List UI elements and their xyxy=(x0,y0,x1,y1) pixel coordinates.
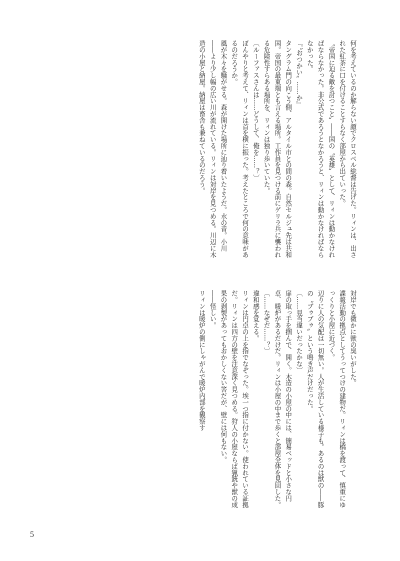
paragraph: 風が木々を騒がせる。森が開けた場所に辿り着いたようだ。水の音。小川――より少し幅の広い川が流れている。リィンは対岸を見つめる。川辺に木造の小屋と納屋。納屋は畜舎も兼ねているのだろう。 xyxy=(197,40,228,258)
lower-text-column-block xyxy=(38,290,358,510)
paragraph: リィンは円卓の上を指でなぞった。埃一つ指に付かない。使われている証拠だ。リィンは四方の壁を注意深く見つめる。狩人の小屋ならば猟銃や獣の成果の剥製があってもおかしくない筈だが、壁には何もない。 xyxy=(219,290,250,508)
paragraph: タングラム門の向こう側、アルタイル市との間の森。自然セルジュ先は共和国。帝国の最東端とも言える場所。工作員を見つける前にゲリラ兵に襲われる危険性すらある場所を、リィンは独り歩いていた。 xyxy=(262,40,293,258)
paragraph: 何を考えているのか解らない顔でクロスベル総督は告げた。リィンは、出された紅茶に口を付けることすらなく部屋から出ていった。 xyxy=(338,40,357,258)
paragraph: 〔……なぜだ……？〕 xyxy=(262,290,271,354)
upper-text-column-block xyxy=(38,40,358,260)
paragraph: 〝帝国に迫る敵を討つこと〟――国の〝英雄〟として、リィンは動かなければならなかった。非公式であろうとなかろうと、リィンは動かなければならなかった。 xyxy=(305,40,336,258)
paragraph: 『〝おつかい〟……か』 xyxy=(295,40,304,108)
paragraph: 〔……見当違いだったかな〕 xyxy=(295,290,304,374)
page-number: 5 xyxy=(30,530,34,539)
paragraph: 〔ルーファスさんは……どうして、俺を……？〕 xyxy=(251,40,260,181)
paragraph: ぼんやりと考えて、リィンは首を横に振った。考えたところで何の意味があるのだろうか。 xyxy=(230,40,250,258)
paragraph: 違和感を覚える。 xyxy=(251,290,260,342)
paragraph: 扉の取っ手を掴んで、開く。木造の小屋の中には、簡易ベッドと小さな円卓、暖炉があるだけだ。リィンは小屋の中まで歩くと部屋全体を見回した。 xyxy=(273,290,293,508)
paragraph: 対岸でも微かに獣の臭いがした。 xyxy=(349,290,357,386)
paragraph: 辺りに人の気配は一切無い。人が生活している様子も。あるのは獣の――豚の〝ブゥブゥ〟という鳴き声だけだった。 xyxy=(305,290,325,508)
paragraph: リィンは暖炉の側にしゃがんで暖炉内部を観察す xyxy=(197,290,206,431)
paragraph: 諜報活動の拠点としてうってつけの建物だ。リィンは橋を渡って、慎重にゆっくりと小屋に近づく。 xyxy=(327,290,347,508)
paragraph: ――怪しい。 xyxy=(208,290,217,329)
